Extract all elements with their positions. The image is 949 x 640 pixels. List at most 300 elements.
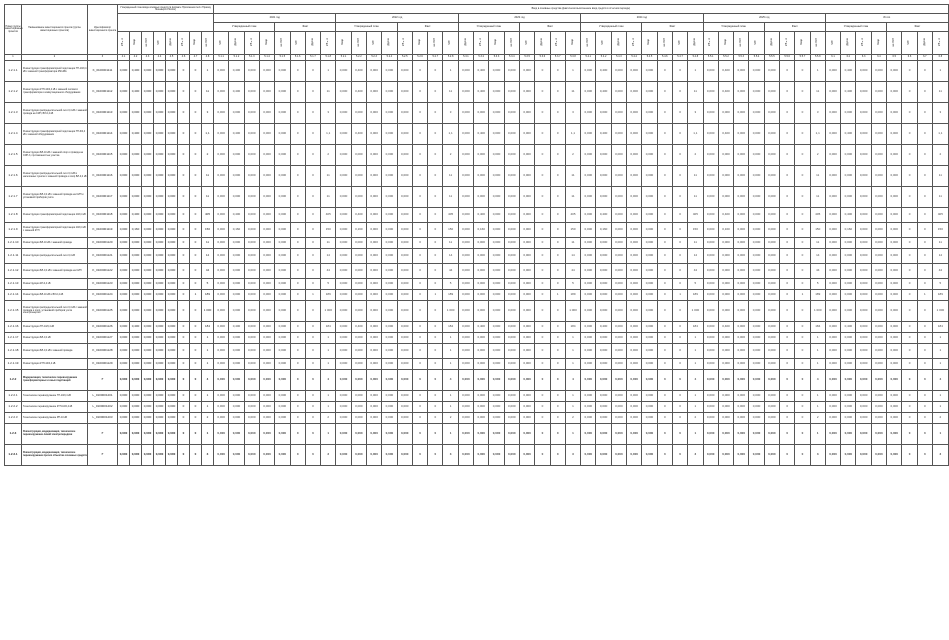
row-value: 0,000: [611, 333, 626, 344]
row-value: 0: [902, 370, 917, 391]
row-identifier: K_0100001127: [88, 333, 118, 344]
row-value: 0,000: [458, 333, 473, 344]
row-value: 0,000: [764, 145, 779, 166]
row-value: 0: [672, 238, 687, 249]
row-value: 0,000: [259, 413, 274, 424]
row-value: 0: [412, 249, 427, 264]
row-number: 1.2.1.9: [5, 223, 22, 238]
row-value: 0,000: [166, 82, 178, 103]
row-value: 0,000: [627, 344, 642, 359]
row-value: 0,000: [351, 264, 366, 279]
unit-header: [856, 32, 871, 55]
row-identifier: K_0100001111: [88, 61, 118, 82]
table-row: [5, 391, 949, 402]
row-value: 0,000: [118, 413, 130, 424]
row-value: 0: [412, 413, 427, 424]
row-value: 0,000: [382, 445, 397, 466]
row-value: 0,000: [458, 370, 473, 391]
table-row: [5, 301, 949, 322]
row-value: 0: [305, 344, 320, 359]
table-header: [5, 5, 949, 55]
row-value: 0,000: [214, 290, 229, 301]
unit-header-label: МВ×А: [938, 38, 942, 47]
row-value: 0: [535, 279, 550, 290]
row-value: 0,000: [627, 61, 642, 82]
row-value: 0,000: [382, 391, 397, 402]
row-value: 0,000: [825, 445, 840, 466]
row-value: 0,000: [244, 413, 259, 424]
row-value: 0: [535, 223, 550, 238]
row-value: 0,000: [118, 187, 130, 208]
unit-header: [154, 32, 166, 55]
row-value: 0: [305, 301, 320, 322]
row-value: 0,400: [718, 124, 733, 145]
row-value: 0,000: [397, 264, 412, 279]
row-value: 0,000: [825, 301, 840, 322]
row-value: 0,000: [366, 445, 381, 466]
row-value: 0: [305, 402, 320, 413]
row-value: 0,000: [642, 166, 657, 187]
row-value: 0,000: [259, 82, 274, 103]
table-row: [5, 103, 949, 124]
row-value: 0: [535, 166, 550, 187]
row-value: 0,000: [244, 124, 259, 145]
row-identifier: K_0100001119: [88, 223, 118, 238]
row-value: 0: [428, 413, 443, 424]
row-value: 0,000: [703, 279, 718, 290]
row-value: 0,000: [611, 290, 626, 301]
row-value: 0,000: [734, 208, 749, 223]
row-value: 0,000: [887, 145, 902, 166]
row-value: 0,000: [764, 187, 779, 208]
row-value: 11: [565, 187, 580, 208]
row-value: 0,000: [336, 187, 351, 208]
row-value: 0,000: [871, 445, 886, 466]
row-value: 0,000: [519, 166, 534, 187]
row-value: 405: [321, 208, 336, 223]
row-value: 0: [672, 445, 687, 466]
row-value: 0: [178, 333, 190, 344]
row-value: 0,000: [244, 264, 259, 279]
row-value: 0,000: [825, 124, 840, 145]
row-value: 1 000: [565, 301, 580, 322]
row-value: 0,000: [825, 264, 840, 279]
row-value: 189: [932, 290, 948, 301]
row-value: 0: [178, 82, 190, 103]
row-value: 0,000: [856, 424, 871, 445]
unit-header-label: км ЛЭП: [205, 37, 209, 47]
row-value: 0: [902, 344, 917, 359]
row-value: 0: [190, 402, 202, 413]
row-value: 0: [535, 187, 550, 208]
table-row: [5, 208, 949, 223]
row-value: 0: [190, 166, 202, 187]
row-value: 0,000: [749, 359, 764, 370]
row-value: 0,000: [366, 424, 381, 445]
unit-header: [443, 32, 458, 55]
column-number: 4.1: [118, 55, 130, 61]
unit-header: [489, 32, 504, 55]
row-value: 11: [688, 238, 703, 249]
row-value: 0,000: [229, 166, 244, 187]
row-value: 0,000: [489, 264, 504, 279]
row-value: 0,000: [166, 249, 178, 264]
row-value: 0,000: [474, 301, 489, 322]
row-value: 0,000: [244, 249, 259, 264]
row-value: 0: [428, 279, 443, 290]
row-value: 0,000: [397, 124, 412, 145]
row-value: 0,000: [336, 413, 351, 424]
row-value: 0,000: [627, 370, 642, 391]
row-value: 0,000: [764, 223, 779, 238]
row-value: 0,400: [718, 61, 733, 82]
row-value: 0,000: [856, 391, 871, 402]
row-value: 0,000: [718, 424, 733, 445]
row-value: 0,000: [166, 208, 178, 223]
row-value: 0,000: [611, 445, 626, 466]
row-value: 0,000: [166, 61, 178, 82]
column-number: 6.4: [871, 55, 886, 61]
row-value: 0,000: [154, 208, 166, 223]
row-value: 0,000: [887, 279, 902, 290]
row-value: 0,000: [504, 238, 519, 249]
column-number: 4.6: [178, 55, 190, 61]
row-value: 0,000: [351, 402, 366, 413]
row-value: 0,000: [871, 264, 886, 279]
row-value: 0,000: [596, 370, 611, 391]
row-value: 0,000: [749, 391, 764, 402]
row-value: 0,000: [142, 333, 154, 344]
row-value: 0,000: [871, 370, 886, 391]
row-value: 0: [902, 333, 917, 344]
row-value: 0,000: [856, 333, 871, 344]
row-value: 150: [565, 223, 580, 238]
row-value: 1: [810, 61, 825, 82]
row-value: 0,000: [871, 333, 886, 344]
column-number: 4.8: [202, 55, 214, 61]
row-value: 0,000: [734, 238, 749, 249]
row-value: 0,000: [504, 391, 519, 402]
row-value: 0,000: [642, 238, 657, 249]
row-value: 0: [657, 82, 672, 103]
row-value: 0: [412, 264, 427, 279]
row-value: 0: [902, 290, 917, 301]
row-value: 0,000: [275, 208, 290, 223]
row-value: 0,000: [336, 124, 351, 145]
row-value: 11: [321, 187, 336, 208]
row-value: 0: [795, 370, 810, 391]
row-value: 0,000: [458, 124, 473, 145]
row-value: 0: [190, 249, 202, 264]
row-value: 0: [305, 187, 320, 208]
row-value: 0,000: [259, 264, 274, 279]
row-value: 0: [190, 344, 202, 359]
row-value: 2: [565, 145, 580, 166]
row-value: 0: [657, 290, 672, 301]
column-number: 5.4.3: [611, 55, 626, 61]
unit-header: [810, 32, 825, 55]
row-value: 0,000: [841, 249, 856, 264]
row-value: 0,160: [596, 223, 611, 238]
unit-header: [259, 32, 274, 55]
row-value: 0,000: [142, 103, 154, 124]
row-value: 0,000: [214, 279, 229, 290]
sub-header-fact: Факт: [887, 23, 949, 32]
row-value: 11: [810, 82, 825, 103]
row-value: 0: [902, 301, 917, 322]
row-value: 0: [428, 238, 443, 249]
row-value: 405: [810, 208, 825, 223]
unit-header: [932, 32, 948, 55]
unit-header: [764, 32, 779, 55]
row-value: 0: [428, 124, 443, 145]
row-name: Реконструкция КТП-10/0,4 кВ: [22, 359, 88, 370]
row-value: 0,000: [887, 370, 902, 391]
row-value: 0,000: [504, 103, 519, 124]
row-value: 0,000: [118, 359, 130, 370]
row-value: 0,000: [581, 424, 596, 445]
row-value: 0: [535, 290, 550, 301]
row-value: 0: [902, 424, 917, 445]
row-value: 11: [321, 166, 336, 187]
row-name: Техническое перевооружение КТП-10/0,4 кВ: [22, 402, 88, 413]
row-value: 0,400: [474, 322, 489, 333]
row-value: 0,000: [351, 413, 366, 424]
row-value: 0,000: [397, 166, 412, 187]
row-value: 0: [290, 124, 305, 145]
row-value: 0,000: [229, 290, 244, 301]
row-value: 0: [795, 301, 810, 322]
row-value: 0,000: [275, 145, 290, 166]
row-value: 0,000: [489, 290, 504, 301]
row-value: 0,000: [489, 359, 504, 370]
row-value: 0,000: [351, 145, 366, 166]
row-value: 0,000: [718, 413, 733, 424]
row-value: 0,000: [642, 370, 657, 391]
row-value: 0,000: [382, 264, 397, 279]
row-value: 0,000: [581, 402, 596, 413]
row-value: 0,000: [244, 145, 259, 166]
row-value: 0,000: [734, 187, 749, 208]
row-number: 1.2.1.10: [5, 238, 22, 249]
row-value: 0,000: [749, 238, 764, 249]
row-value: 0,000: [275, 82, 290, 103]
row-value: 0,000: [154, 413, 166, 424]
row-value: 0,000: [142, 402, 154, 413]
row-value: 0: [550, 279, 565, 290]
row-value: 0,000: [749, 145, 764, 166]
row-value: 0,000: [366, 223, 381, 238]
row-value: 0,000: [611, 279, 626, 290]
row-value: 0,000: [718, 359, 733, 370]
row-value: 0,400: [229, 124, 244, 145]
row-value: 0,000: [489, 61, 504, 82]
row-value: 0: [190, 223, 202, 238]
row-value: 1: [810, 333, 825, 344]
column-number: 6.6: [902, 55, 917, 61]
row-value: 0,000: [627, 238, 642, 249]
row-value: 0: [428, 187, 443, 208]
unit-header: [504, 32, 519, 55]
row-value: 0,000: [275, 301, 290, 322]
row-value: 0: [917, 424, 932, 445]
row-value: 0: [795, 238, 810, 249]
row-value: 0,000: [458, 61, 473, 82]
row-value: 0,000: [397, 445, 412, 466]
row-value: 0,000: [229, 413, 244, 424]
row-value: 0,000: [118, 333, 130, 344]
row-value: 11: [565, 82, 580, 103]
row-value: 0: [917, 82, 932, 103]
unit-header-label: Другое: [693, 38, 697, 46]
row-value: 1: [932, 359, 948, 370]
row-value: 189: [321, 290, 336, 301]
row-value: 0: [780, 166, 795, 187]
row-value: 0: [305, 359, 320, 370]
row-value: 0: [190, 103, 202, 124]
row-value: 0,000: [856, 301, 871, 322]
row-value: 0,160: [229, 223, 244, 238]
row-value: 0,000: [749, 301, 764, 322]
row-value: 0,000: [214, 344, 229, 359]
row-value: 0,000: [259, 249, 274, 264]
row-value: 0,000: [887, 301, 902, 322]
row-value: 0,000: [764, 333, 779, 344]
row-value: 189: [565, 290, 580, 301]
row-value: 0,000: [214, 82, 229, 103]
column-number: 5.4.7: [672, 55, 687, 61]
row-value: 0,400: [351, 322, 366, 333]
row-value: 0: [290, 402, 305, 413]
row-value: 0: [305, 249, 320, 264]
row-value: 0: [305, 445, 320, 466]
row-value: 0,000: [581, 223, 596, 238]
row-value: 0: [657, 445, 672, 466]
row-value: 0,000: [382, 333, 397, 344]
row-value: 0,000: [642, 61, 657, 82]
row-value: 0,000: [336, 445, 351, 466]
column-number: 6.5: [887, 55, 902, 61]
row-value: 0,000: [841, 424, 856, 445]
row-value: 0,400: [474, 82, 489, 103]
row-value: 0,000: [382, 238, 397, 249]
planned-years-blank: [118, 14, 214, 32]
column-number: 5.2.1: [336, 55, 351, 61]
row-value: 2: [932, 413, 948, 424]
column-number: 5.5.4: [749, 55, 764, 61]
row-value: 0,000: [764, 249, 779, 264]
row-value: 0,000: [382, 359, 397, 370]
row-value: 0,000: [611, 413, 626, 424]
row-value: 0,000: [130, 344, 142, 359]
row-value: 150: [321, 223, 336, 238]
row-value: 0,000: [825, 322, 840, 333]
row-value: 0,000: [130, 370, 142, 391]
column-number: 5.4.1: [581, 55, 596, 61]
row-value: 0,000: [382, 424, 397, 445]
row-value: 0: [780, 301, 795, 322]
row-value: 0,000: [703, 344, 718, 359]
row-value: 0,000: [734, 301, 749, 322]
row-value: 0,000: [366, 124, 381, 145]
row-value: 0,000: [166, 322, 178, 333]
row-value: 11: [202, 82, 214, 103]
sub-header-plan: Утвержденный план: [336, 23, 397, 32]
row-value: 0,000: [749, 82, 764, 103]
row-value: 0: [917, 103, 932, 124]
row-value: 44: [202, 264, 214, 279]
row-number: 1.2.1.2: [5, 82, 22, 103]
row-value: 0,000: [841, 370, 856, 391]
row-value: 0,000: [336, 402, 351, 413]
row-value: 11: [932, 238, 948, 249]
row-value: 0,000: [336, 264, 351, 279]
row-value: 14: [810, 249, 825, 264]
row-value: 0,000: [764, 238, 779, 249]
column-number: 5.3.7: [550, 55, 565, 61]
row-name: Реконструкция трансформаторной подстанции 10/0,4 кВ с заменой КТП: [22, 223, 88, 238]
row-value: 0,000: [596, 359, 611, 370]
row-value: 0,000: [351, 359, 366, 370]
row-value: 0,000: [244, 187, 259, 208]
row-value: 0: [795, 344, 810, 359]
row-number: 1.2.1.13: [5, 279, 22, 290]
row-value: 0,000: [519, 370, 534, 391]
row-value: 0,000: [871, 103, 886, 124]
row-value: 0,000: [259, 187, 274, 208]
row-value: 0,000: [703, 238, 718, 249]
row-value: 11: [202, 238, 214, 249]
row-value: 0: [780, 249, 795, 264]
row-value: 0,000: [474, 333, 489, 344]
row-value: 0: [535, 344, 550, 359]
row-value: 0,000: [627, 103, 642, 124]
row-value: 0,000: [703, 208, 718, 223]
row-value: 0,000: [154, 223, 166, 238]
row-value: 0,000: [474, 445, 489, 466]
row-value: 0: [795, 391, 810, 402]
unit-header-label: МВ×А: [478, 38, 482, 47]
row-value: 0: [412, 145, 427, 166]
row-value: 0,000: [154, 264, 166, 279]
row-value: 1: [688, 391, 703, 402]
row-value: 0,000: [259, 344, 274, 359]
row-value: 0,000: [458, 359, 473, 370]
row-identifier: K_0100001129: [88, 359, 118, 370]
row-value: 0: [795, 322, 810, 333]
row-value: 0,000: [519, 208, 534, 223]
row-value: 1 000: [443, 301, 458, 322]
row-value: 0,000: [366, 370, 381, 391]
row-value: 0: [902, 124, 917, 145]
row-value: 0: [795, 424, 810, 445]
row-value: 11: [321, 82, 336, 103]
row-value: 0,000: [474, 166, 489, 187]
column-number: 5.4.8: [688, 55, 703, 61]
row-value: 1: [321, 402, 336, 413]
row-value: 0,000: [764, 301, 779, 322]
row-value: 405: [443, 208, 458, 223]
row-value: 0,000: [259, 223, 274, 238]
row-value: 0,000: [703, 402, 718, 413]
row-value: 0,000: [749, 279, 764, 290]
row-value: 0,000: [734, 264, 749, 279]
row-value: 0,000: [397, 322, 412, 333]
row-value: 1: [202, 344, 214, 359]
column-number: 5.2.5: [397, 55, 412, 61]
row-value: 0: [190, 124, 202, 145]
row-value: 1: [565, 344, 580, 359]
